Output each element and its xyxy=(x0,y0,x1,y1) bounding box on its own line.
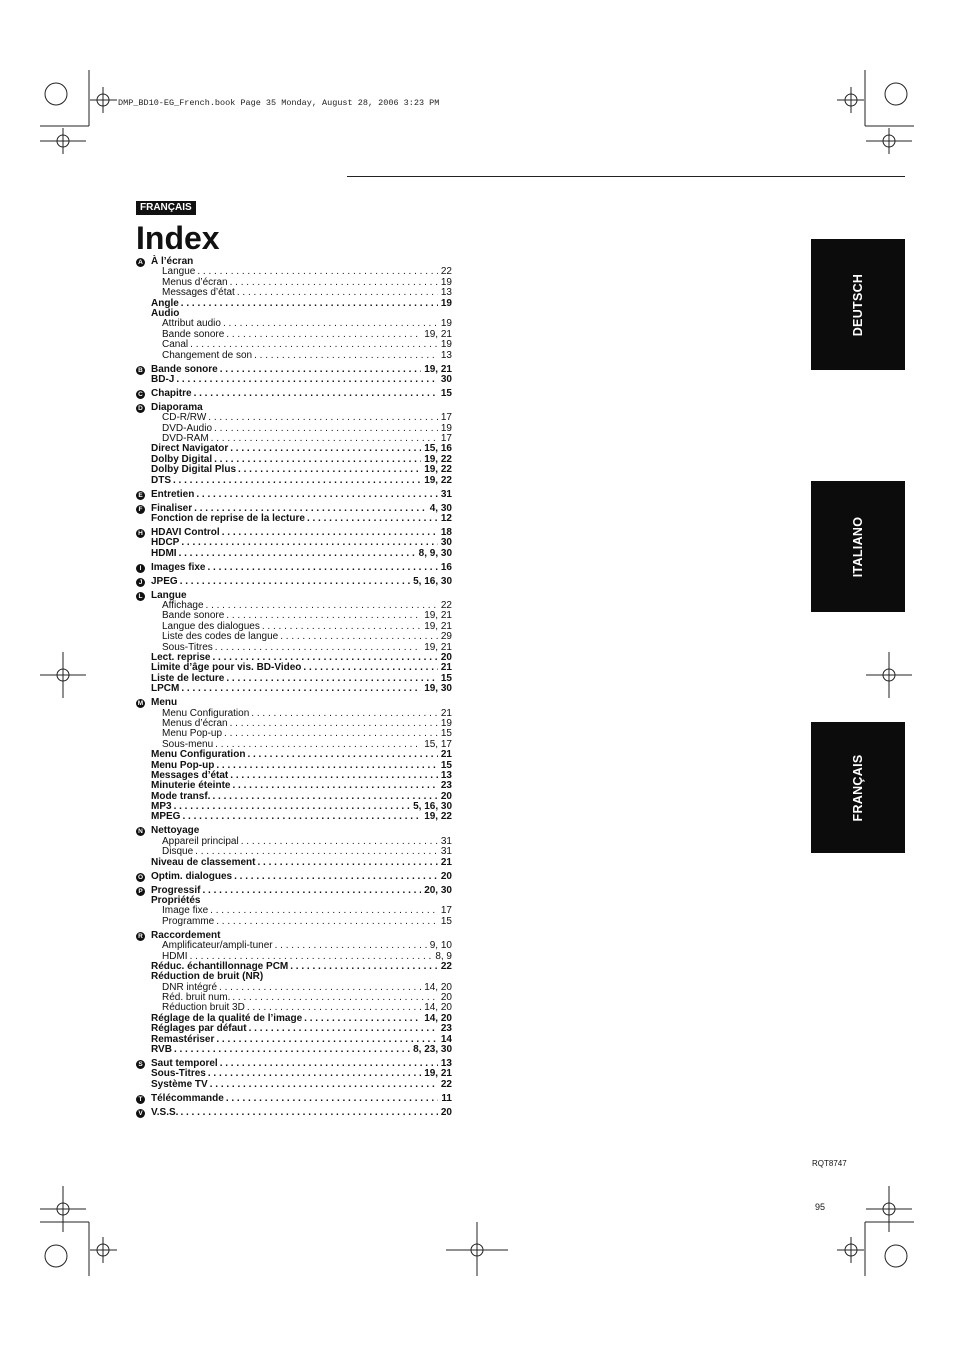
dot-leader xyxy=(254,351,438,361)
index-term: LPCM xyxy=(151,683,180,695)
index-term: DVD-Audio xyxy=(162,422,213,434)
index-letter-badge: D xyxy=(136,404,145,413)
index-pages: 22 xyxy=(440,960,452,972)
index-pages: 19, 21 xyxy=(424,610,452,622)
index-pages: 13 xyxy=(440,769,452,781)
index-pages: 15, 17 xyxy=(424,738,452,750)
index-term: Images fixe xyxy=(151,561,206,573)
index-pages: 20 xyxy=(440,790,452,802)
dot-leader xyxy=(215,643,421,653)
index-term: Menu Pop-up xyxy=(162,728,223,740)
index-pages: 20 xyxy=(440,870,452,882)
index-term: MP3 xyxy=(151,801,172,813)
index-pages: 15 xyxy=(440,728,452,740)
index-entry xyxy=(136,514,452,524)
dot-leader xyxy=(237,288,438,298)
index-pages: 29 xyxy=(440,631,452,643)
index-pages: 15, 16 xyxy=(424,443,452,455)
index-letter-badge: J xyxy=(136,578,145,587)
index-pages: 19, 30 xyxy=(424,683,452,695)
index-pages: 30 xyxy=(440,537,452,549)
index-pages: 22 xyxy=(440,1078,452,1090)
dot-leader xyxy=(190,340,438,350)
dot-leader xyxy=(226,1094,439,1104)
index-term: Entretien xyxy=(151,488,195,500)
index-pages: 20 xyxy=(440,992,452,1004)
index-term: Appareil principal xyxy=(162,835,239,847)
index-term: Fonction de reprise de la lecture xyxy=(151,512,305,524)
dot-leader xyxy=(216,761,438,771)
index-term: Amplificateur/ampli-tuner xyxy=(162,940,273,952)
index-group xyxy=(136,528,452,559)
index-group xyxy=(136,1094,452,1104)
index-pages: 12 xyxy=(440,512,452,524)
index-term: Progressif xyxy=(151,884,201,896)
index-pages: 9, 10 xyxy=(429,940,452,952)
index-entry xyxy=(136,375,452,385)
index-letter-badge: H xyxy=(136,529,145,538)
index-entry xyxy=(136,340,452,350)
index-pages: 16 xyxy=(440,561,452,573)
dot-leader xyxy=(226,330,421,340)
index-entry xyxy=(136,1045,452,1055)
index-term: Langue des dialogues xyxy=(162,620,260,632)
dot-leader xyxy=(220,1059,438,1069)
index-term: Image fixe xyxy=(162,905,209,917)
index-pages: 30 xyxy=(440,373,452,385)
index-pages: 20, 30 xyxy=(424,884,452,896)
index-group xyxy=(136,365,452,386)
index-term: Optim. dialogues xyxy=(151,870,233,882)
index-term: Disque xyxy=(162,846,194,858)
dot-leader xyxy=(214,455,421,465)
dot-leader xyxy=(208,413,438,423)
index-letter-badge: B xyxy=(136,366,145,375)
index-pages: 14, 20 xyxy=(424,1012,452,1024)
side-tab-label: DEUTSCH xyxy=(851,273,865,336)
dot-leader xyxy=(194,389,438,399)
dot-leader xyxy=(251,709,438,719)
dot-leader xyxy=(230,719,438,729)
index-group xyxy=(136,886,452,928)
index-pages: 11 xyxy=(441,1092,452,1104)
index-term: Menu Pop-up xyxy=(151,759,215,771)
dot-leader xyxy=(215,740,421,750)
index-entry xyxy=(136,389,452,399)
dot-leader xyxy=(212,792,437,802)
index-letter-badge: E xyxy=(136,491,145,500)
index-term: DTS xyxy=(151,474,171,486)
index-group xyxy=(136,257,452,361)
index-term: Direct Navigator xyxy=(151,443,229,455)
dot-leader xyxy=(206,601,438,611)
index-pages: 5, 16, 30 xyxy=(413,801,452,813)
dot-leader xyxy=(230,771,438,781)
index-term: Remastériser xyxy=(151,1033,215,1045)
index-letter-badge: S xyxy=(136,1060,145,1069)
index-pages: 19 xyxy=(440,717,452,729)
index-entry xyxy=(136,1080,452,1090)
dot-leader xyxy=(232,781,437,791)
index-pages: 23 xyxy=(440,1023,452,1035)
index-entry xyxy=(136,872,452,882)
side-tab-label: FRANÇAIS xyxy=(851,754,865,821)
index-group xyxy=(136,563,452,573)
dot-leader xyxy=(210,1080,438,1090)
index-letter-badge: M xyxy=(137,700,144,708)
index-term: Réglages par défaut xyxy=(151,1023,247,1035)
index-term: À l’écran xyxy=(151,256,194,267)
side-tab-italiano[interactable] xyxy=(811,481,905,612)
index-entry xyxy=(136,476,452,486)
index-term: Nettoyage xyxy=(151,825,200,837)
dot-leader xyxy=(176,375,438,385)
dot-leader xyxy=(224,729,438,739)
index-term: Réduc. échantillonnage PCM xyxy=(151,960,289,972)
index-term: Minuterie éteinte xyxy=(151,780,231,792)
index-entry xyxy=(136,490,452,500)
index-pages: 19 xyxy=(440,339,452,351)
index-letter-badge: C xyxy=(136,390,145,399)
dot-leader xyxy=(182,812,421,822)
language-tag: FRANÇAIS xyxy=(136,201,196,215)
index-term: Bande sonore xyxy=(162,328,225,340)
index-term: Langue xyxy=(162,266,196,278)
dot-leader xyxy=(290,962,438,972)
dot-leader xyxy=(219,983,421,993)
index-term: Messages d’état xyxy=(162,287,235,299)
index-pages: 31 xyxy=(440,846,452,858)
index-term: HDAVI Control xyxy=(151,526,220,538)
index-term: Sous-menu xyxy=(162,738,214,750)
index-pages: 14, 20 xyxy=(424,981,452,993)
index-term: Menu Configuration xyxy=(162,707,250,719)
dot-leader xyxy=(232,993,438,1003)
index-pages: 21 xyxy=(440,856,452,868)
index-letter-badge: I xyxy=(136,564,145,573)
index-term: MPEG xyxy=(151,811,181,823)
index-group xyxy=(136,826,452,868)
dot-leader xyxy=(216,917,438,927)
dot-leader xyxy=(249,1024,438,1034)
index-entry xyxy=(136,812,452,822)
index-term: Réduction bruit 3D xyxy=(162,1002,245,1014)
index-group xyxy=(136,577,452,587)
index-term: Réglage de la qualité de l’image xyxy=(151,1012,303,1024)
index-entry xyxy=(136,674,452,684)
index-pages: 8, 9, 30 xyxy=(418,547,452,559)
index-group xyxy=(136,1059,452,1090)
index-pages: 8, 23, 30 xyxy=(413,1044,452,1056)
index-term: Réd. bruit num. xyxy=(162,992,231,1004)
dot-leader xyxy=(181,538,438,548)
index-pages: 4, 30 xyxy=(429,502,452,514)
index-term: JPEG xyxy=(151,575,178,587)
index-pages: 19, 22 xyxy=(424,474,452,486)
side-tab-deutsch[interactable] xyxy=(811,239,905,370)
index-entry xyxy=(136,577,452,587)
dot-leader xyxy=(280,632,438,642)
document-code: RQT8747 xyxy=(812,1159,847,1168)
dot-leader xyxy=(275,941,427,951)
index-term: Saut temporel xyxy=(151,1058,218,1070)
index-entry xyxy=(136,792,452,802)
index-entry xyxy=(136,802,452,812)
index-list xyxy=(136,257,452,1118)
index-entry xyxy=(136,684,452,694)
dot-leader xyxy=(241,837,438,847)
index-entry xyxy=(136,941,452,951)
index-group xyxy=(136,872,452,882)
dot-leader xyxy=(303,663,437,673)
index-pages: 19, 21 xyxy=(424,328,452,340)
index-term: Canal xyxy=(162,339,189,351)
index-term: Dolby Digital xyxy=(151,453,213,465)
index-pages: 15 xyxy=(440,915,452,927)
index-term: Liste de lecture xyxy=(151,672,225,684)
dot-leader xyxy=(214,424,438,434)
index-pages: 19 xyxy=(440,318,452,330)
index-pages: 22 xyxy=(440,600,452,612)
dot-leader xyxy=(196,490,438,500)
side-tab-label: ITALIANO xyxy=(851,516,865,577)
index-term: Changement de son xyxy=(162,349,253,361)
index-pages: 23 xyxy=(440,780,452,792)
index-letter-badge: L xyxy=(136,592,145,601)
index-entry xyxy=(136,299,452,309)
index-term: Propriétés xyxy=(151,894,201,906)
index-entry xyxy=(136,465,452,475)
index-entry xyxy=(136,1108,452,1118)
index-pages: 19, 22 xyxy=(424,811,452,823)
dot-leader xyxy=(181,299,438,309)
index-pages: 19 xyxy=(440,276,452,288)
index-pages: 19, 22 xyxy=(424,453,452,465)
dot-leader xyxy=(173,476,421,486)
index-pages: 20 xyxy=(440,652,452,664)
index-pages: 21 xyxy=(440,749,452,761)
index-entry xyxy=(136,563,452,573)
index-term: Affichage xyxy=(162,600,204,612)
index-pages: 18 xyxy=(440,526,452,538)
index-term: Menu Configuration xyxy=(151,749,246,761)
index-pages: 17 xyxy=(440,905,452,917)
index-term: Sous-Titres xyxy=(162,641,213,653)
index-term: DVD-RAM xyxy=(162,433,209,445)
index-term: Télécommande xyxy=(151,1092,224,1104)
index-pages: 17 xyxy=(440,433,452,445)
index-letter-badge: A xyxy=(136,258,145,267)
index-pages: 21 xyxy=(440,707,452,719)
index-term: Bande sonore xyxy=(162,610,225,622)
index-letter-badge: O xyxy=(137,873,144,881)
index-group xyxy=(136,931,452,1056)
index-term: Diaporama xyxy=(151,401,203,413)
index-term: RVB xyxy=(151,1044,172,1056)
index-pages: 15 xyxy=(440,387,452,399)
index-term: Finaliser xyxy=(151,502,193,514)
dot-leader xyxy=(174,1045,410,1055)
index-pages: 17 xyxy=(440,412,452,424)
index-term: HDMI xyxy=(151,547,177,559)
index-group xyxy=(136,490,452,500)
index-pages: 19, 21 xyxy=(424,620,452,632)
index-entry xyxy=(136,528,452,538)
index-term: BD-J xyxy=(151,373,175,385)
header-rule xyxy=(347,176,905,177)
index-term: Chapitre xyxy=(151,387,192,399)
index-letter-badge: V xyxy=(136,1109,145,1118)
dot-leader xyxy=(202,886,421,896)
index-pages: 8, 9 xyxy=(435,950,452,962)
dot-leader xyxy=(216,1035,438,1045)
dot-leader xyxy=(304,1014,421,1024)
dot-leader xyxy=(230,444,421,454)
dot-leader xyxy=(230,278,438,288)
index-term: DNR intégré xyxy=(162,981,218,993)
index-term: Messages d’état xyxy=(151,769,229,781)
index-group xyxy=(136,389,452,399)
index-pages: 19, 22 xyxy=(424,464,452,476)
dot-leader xyxy=(211,434,438,444)
index-entry xyxy=(136,351,452,361)
index-pages: 5, 16, 30 xyxy=(413,575,452,587)
index-entry xyxy=(136,858,452,868)
index-term: Liste des codes de langue xyxy=(162,631,279,643)
index-pages: 14 xyxy=(440,1033,452,1045)
index-pages: 20 xyxy=(440,1106,452,1118)
dot-leader xyxy=(207,563,437,573)
dot-leader xyxy=(307,514,438,524)
index-term: Attribut audio xyxy=(162,318,221,330)
dot-leader xyxy=(262,622,421,632)
index-pages: 13 xyxy=(440,287,452,299)
dot-leader xyxy=(226,674,438,684)
index-pages: 19 xyxy=(440,297,452,309)
index-term: CD-R/RW xyxy=(162,412,207,424)
dot-leader xyxy=(258,858,438,868)
index-term: Raccordement xyxy=(151,929,221,941)
index-entry xyxy=(136,1035,452,1045)
index-term: V.S.S. xyxy=(151,1106,179,1118)
index-entry xyxy=(136,538,452,548)
index-group xyxy=(136,1108,452,1118)
index-group xyxy=(136,403,452,486)
dot-leader xyxy=(179,549,416,559)
dot-leader xyxy=(208,1069,421,1079)
index-entry xyxy=(136,750,452,760)
dot-leader xyxy=(220,365,422,375)
index-letter-badge: T xyxy=(136,1095,145,1104)
index-group xyxy=(136,504,452,525)
dot-leader xyxy=(180,1108,437,1118)
index-term: Bande sonore xyxy=(151,363,218,375)
index-term: Niveau de classement xyxy=(151,856,256,868)
index-pages: 15 xyxy=(440,672,452,684)
index-pages: 31 xyxy=(440,488,452,500)
dot-leader xyxy=(174,802,411,812)
page-number: 95 xyxy=(815,1202,826,1212)
dot-leader xyxy=(210,906,438,916)
index-pages: 19, 21 xyxy=(424,641,452,653)
index-term: Dolby Digital Plus xyxy=(151,464,237,476)
index-term: Réduction de bruit (NR) xyxy=(151,971,264,983)
index-term: Limite d’âge pour vis. BD-Video xyxy=(151,662,302,674)
index-term: HDCP xyxy=(151,537,180,549)
side-tab-francais[interactable] xyxy=(811,722,905,853)
index-pages: 31 xyxy=(440,835,452,847)
index-pages: 19 xyxy=(440,422,452,434)
dot-leader xyxy=(197,267,438,277)
index-group xyxy=(136,591,452,695)
index-letter-badge: F xyxy=(136,505,145,514)
index-group xyxy=(136,698,452,823)
index-pages: 13 xyxy=(440,1058,452,1070)
index-term: Menu xyxy=(151,697,178,709)
index-entry xyxy=(136,549,452,559)
index-pages: 21 xyxy=(440,662,452,674)
index-letter-badge: P xyxy=(136,887,145,896)
index-term: Audio xyxy=(151,307,180,319)
index-term: Langue xyxy=(151,589,187,601)
index-letter-badge: R xyxy=(136,932,145,941)
index-term: Système TV xyxy=(151,1078,208,1090)
dot-leader xyxy=(222,528,438,538)
index-pages: 15 xyxy=(440,759,452,771)
dot-leader xyxy=(238,465,421,475)
index-entry xyxy=(136,1094,452,1104)
dot-leader xyxy=(223,319,438,329)
index-term: HDMI xyxy=(162,950,188,962)
index-pages: 14, 20 xyxy=(424,1002,452,1014)
index-pages: 19, 21 xyxy=(424,363,452,375)
dot-leader xyxy=(180,577,410,587)
index-entry xyxy=(136,288,452,298)
index-term: Sous-Titres xyxy=(151,1068,206,1080)
index-entry xyxy=(136,917,452,927)
book-file-header: DMP_BD10-EG_French.book Page 35 Monday, August 28, 2006 3:23 PM xyxy=(118,98,440,108)
index-pages: 13 xyxy=(440,349,452,361)
index-term: Mode transf. xyxy=(151,790,211,802)
index-term: Menus d’écran xyxy=(162,717,228,729)
dot-leader xyxy=(181,684,421,694)
index-entry xyxy=(136,698,452,708)
dot-leader xyxy=(234,872,438,882)
index-entry xyxy=(136,365,452,375)
index-term: Menus d’écran xyxy=(162,276,228,288)
index-term: Programme xyxy=(162,915,215,927)
index-pages: 19, 21 xyxy=(424,1068,452,1080)
index-pages: 22 xyxy=(440,266,452,278)
page-title: Index xyxy=(136,220,220,256)
index-letter-badge: N xyxy=(136,827,145,836)
index-term: Lect. reprise xyxy=(151,652,211,664)
index-term: Angle xyxy=(151,297,179,309)
dot-leader xyxy=(247,750,437,760)
